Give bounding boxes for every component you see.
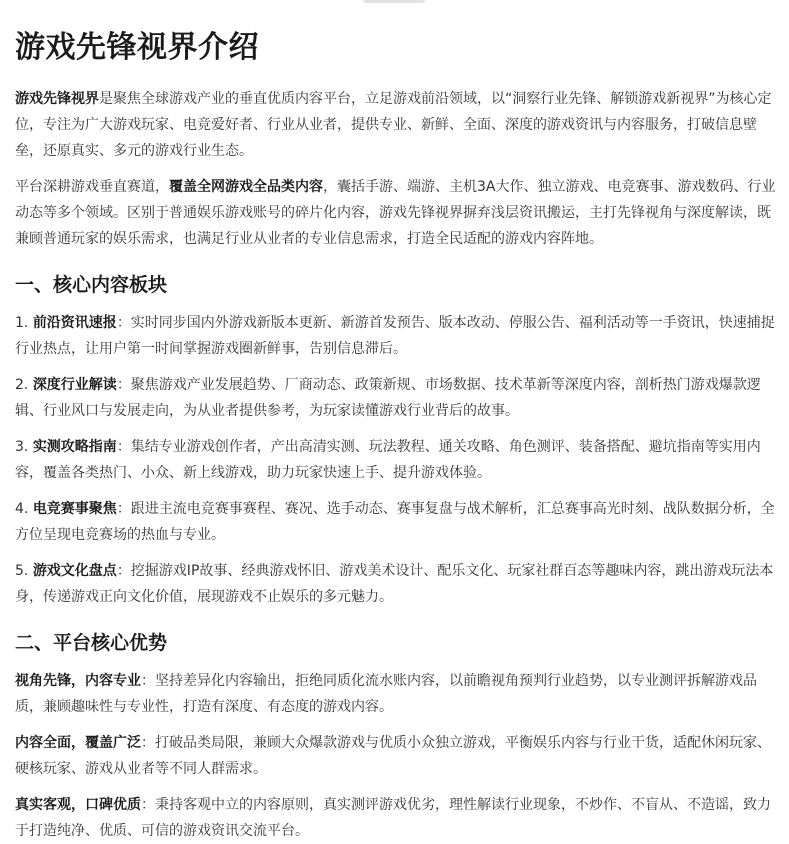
item-text: ：实时同步国内外游戏新版本更新、新游首发预告、版本改动、停服公告、福利活动等一手资讯，快速捕捉行业热点，让用户第一时间掌握游戏圈新鲜事，告别信息滞后。	[15, 315, 775, 357]
item-title: 深度行业解读	[32, 377, 117, 393]
item-number: 2.	[15, 377, 33, 393]
advantage-item	[15, 730, 779, 782]
item-title: 电竞赛事聚焦	[32, 501, 117, 517]
item-text: ：挖掘游戏IP故事、经典游戏怀旧、游戏美术设计、配乐文化、玩家社群百态等趣味内容，跳出游戏玩法本身，传递游戏正向文化价值，展现游戏不止娱乐的多元魅力。	[15, 563, 774, 605]
item-number: 1.	[15, 315, 33, 331]
content-item	[15, 496, 779, 548]
content-item	[15, 558, 779, 610]
advantage-text: ：打破品类局限，兼顾大众爆款游戏与优质小众独立游戏，平衡娱乐内容与行业干货，适配休闲玩家、硬核玩家、游戏从业者等不同人群需求。	[15, 735, 771, 777]
advantage-item	[15, 792, 779, 844]
intro-paragraph-1	[15, 86, 779, 164]
item-number: 5.	[15, 563, 33, 579]
content-item	[15, 434, 779, 486]
advantage-title: 视角先锋，内容专业	[15, 673, 141, 689]
intro-text: ，囊括手游、端游、主机3A大作、独立游戏、电竞赛事、游戏数码、行业动态等多个领域。区别于普通娱乐游戏账号的碎片化内容，游戏先锋视界摒弃浅层资讯搬运，主打先锋视角与深度解读，既兼顾普通玩家的娱乐需求，也满足行业从业者的专业信息需求，打造全民适配的游戏内容阵地。	[15, 179, 776, 247]
advantage-item	[15, 668, 779, 720]
item-text: ：集结专业游戏创作者，产出高清实测、玩法教程、通关攻略、角色测评、装备搭配、避坑指南等实用内容，覆盖各类热门、小众、新上线游戏，助力玩家快速上手、提升游戏体验。	[15, 439, 761, 481]
advantage-title: 内容全面，覆盖广泛	[15, 735, 141, 751]
item-text: ：跟进主流电竞赛事赛程、赛况、选手动态、赛事复盘与战术解析，汇总赛事高光时刻、战队数据分析，全方位呈现电竞赛场的热血与专业。	[15, 501, 775, 543]
content-item	[15, 310, 779, 362]
item-title: 实测攻略指南	[32, 439, 117, 455]
item-number: 4.	[15, 501, 33, 517]
advantage-text: ：坚持差异化内容输出，拒绝同质化流水账内容，以前瞻视角预判行业趋势，以专业测评拆解游戏品质，兼顾趣味性与专业性，打造有深度、有态度的游戏内容。	[15, 673, 757, 715]
advantage-title: 真实客观，口碑优质	[15, 797, 141, 813]
content-item	[15, 372, 779, 424]
item-number: 3.	[15, 439, 33, 455]
page-title: 游戏先锋视界介绍	[15, 30, 259, 65]
intro-bold: 覆盖全网游戏全品类内容	[169, 179, 323, 195]
item-title: 游戏文化盘点	[32, 563, 117, 579]
item-text: ：聚焦游戏产业发展趋势、厂商动态、政策新规、市场数据、技术革新等深度内容，剖析热门游戏爆款逻辑、行业风口与发展走向，为从业者提供参考，为玩家读懂游戏行业背后的故事。	[15, 377, 761, 419]
intro-text: 是聚焦全球游戏产业的垂直优质内容平台，立足游戏前沿领域，以“洞察行业先锋、解锁游戏新视界”为核心定位，专注为广大游戏玩家、电竞爱好者、行业从业者，提供专业、新鲜、全面、深度的游戏资讯与内容服务，打破信息壁垒，还原真实、多元的游戏行业生态。	[15, 91, 772, 159]
section-heading-content: 一、核心内容板块	[15, 274, 168, 296]
top-divider	[363, 0, 425, 3]
section-heading-advantages: 二、平台核心优势	[15, 632, 168, 654]
intro-paragraph-2	[15, 174, 779, 252]
advantage-text: ：秉持客观中立的内容原则，真实测评游戏优劣，理性解读行业现象，不炒作、不盲从、不造谣，致力于打造纯净、优质、可信的游戏资讯交流平台。	[15, 797, 771, 839]
item-title: 前沿资讯速报	[32, 315, 117, 331]
intro-pre: 平台深耕游戏垂直赛道，	[15, 179, 169, 195]
intro-bold: 游戏先锋视界	[15, 91, 99, 107]
